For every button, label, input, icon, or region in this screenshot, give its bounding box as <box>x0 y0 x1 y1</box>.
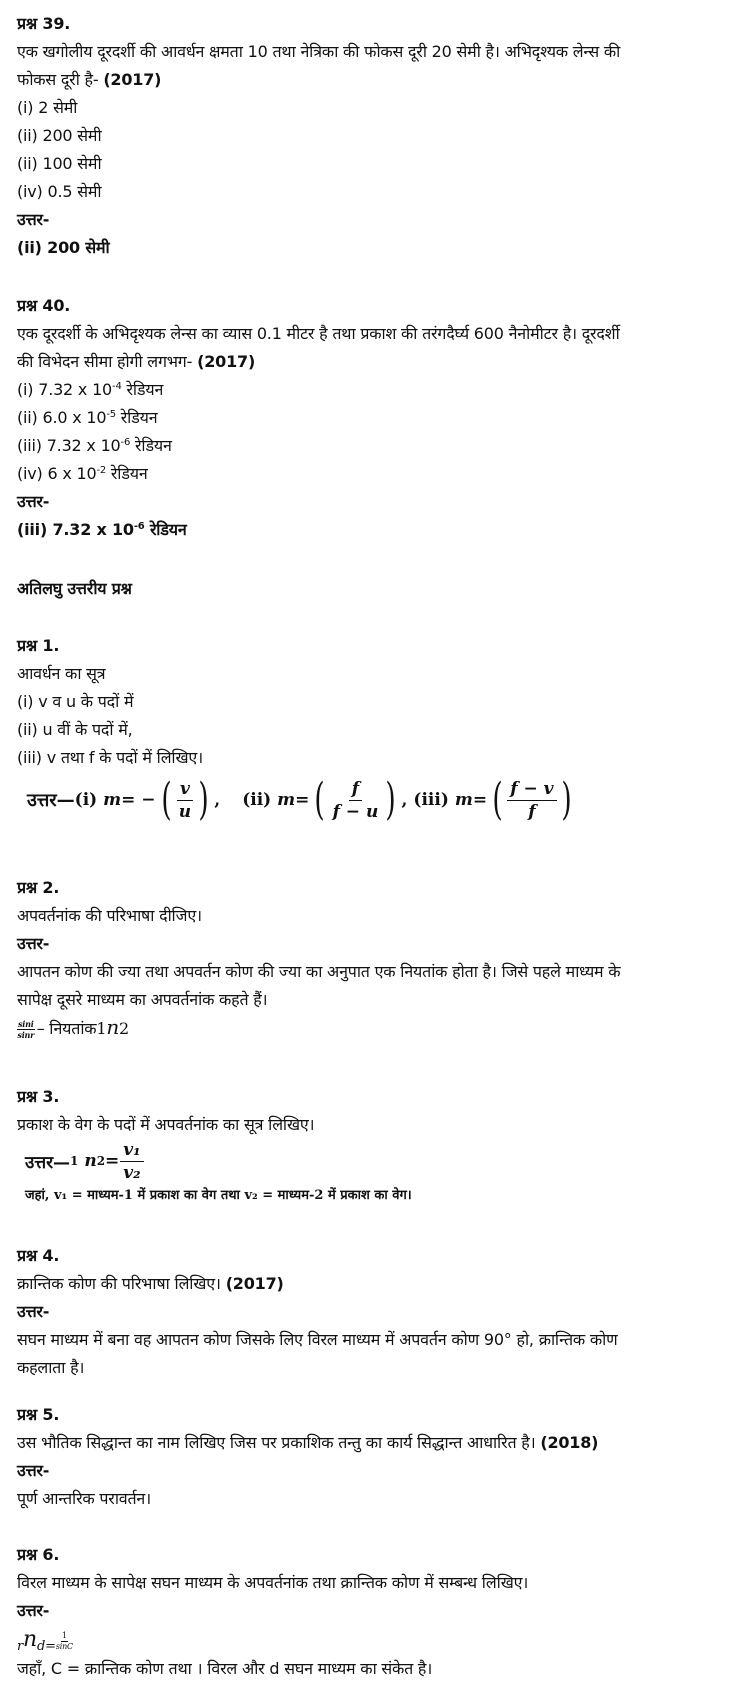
option: (iv) 0.5 सेमी <box>17 182 102 201</box>
formula-label: (ii) <box>242 790 272 810</box>
question-text: की विभेदन सीमा होगी लगभग- <box>17 352 193 371</box>
answer-text-line: आपतन कोण की ज्या तथा अपवर्तन कोण की ज्या का अनुपात एक नियतांक होता है। जिसे पहले माध्यम के <box>17 962 621 981</box>
variable: n <box>23 1627 37 1652</box>
magnification-formula <box>27 770 736 830</box>
option-value: (ii) 6.0 x 10 <box>17 408 107 427</box>
separator: , <box>401 790 408 810</box>
question-40 <box>17 292 727 544</box>
variable: m <box>277 790 296 810</box>
question-label: प्रश्न 1. <box>17 636 60 655</box>
question-text-line: (i) v व u के पदों में <box>17 692 134 711</box>
question-text: फोकस दूरी है- <box>17 70 99 89</box>
question-text: प्रकाश के वेग के पदों में अपवर्तनांक का सूत्र लिखिए। <box>17 1115 315 1134</box>
answer-label: उत्तर- <box>17 1601 50 1620</box>
numerator: f <box>349 779 362 801</box>
answer: (ii) 200 सेमी <box>17 238 110 257</box>
answer-text-line: कहलाता है। <box>17 1358 85 1377</box>
option <box>17 404 727 432</box>
denominator: f <box>528 801 536 822</box>
question-text-line: एक खगोलीय दूरदर्शी की आवर्धन क्षमता 10 तथा नेत्रिका की फोकस दूरी 20 सेमी है। अभिदृश्यक लेन्स की <box>17 42 621 61</box>
option <box>17 376 727 404</box>
question-text-line <box>17 66 727 94</box>
question-text-line: (ii) u वीं के पदों में, <box>17 720 133 739</box>
exponent: -4 <box>112 381 122 392</box>
parenthesized-fraction: ( $\frac{f - v}{f}$ ) <box>492 774 572 825</box>
numerator: sini <box>18 1019 34 1029</box>
question-2 <box>17 874 727 1040</box>
question-label: प्रश्न 4. <box>17 1246 60 1265</box>
denominator: sinC <box>55 1642 73 1651</box>
question-text: उस भौतिक सिद्धान्त का नाम लिखिए जिस पर प्रकाशिक तन्तु का कार्य सिद्धान्त आधारित है। <box>17 1433 536 1452</box>
question-text-line <box>17 1270 727 1298</box>
answer-label: उत्तर- <box>17 210 50 229</box>
question-5 <box>17 1401 727 1513</box>
unit: रेडियन <box>115 408 158 427</box>
exponent: -2 <box>96 465 107 476</box>
answer-text-line: सघन माध्यम में बना वह आपतन कोण जिसके लिए विरल माध्यम में अपवर्तन कोण 90° हो, क्रान्तिक कोण <box>17 1330 618 1349</box>
question-label: प्रश्न 6. <box>17 1545 60 1564</box>
question-text: अपवर्तनांक की परिभाषा दीजिए। <box>17 906 202 925</box>
variable: m <box>103 790 122 810</box>
subscript: d <box>37 1639 46 1654</box>
parenthesized-fraction: ( $\frac{v}{u}$ ) <box>160 774 209 825</box>
question-text: विरल माध्यम के सापेक्ष सघन माध्यम के अपवर्तनांक तथा क्रान्तिक कोण में सम्बन्ध लिखिए। <box>17 1573 529 1592</box>
subscript: 2 <box>96 1154 106 1168</box>
exponent: -5 <box>106 409 116 420</box>
fraction <box>330 779 382 822</box>
critical-angle-formula <box>17 1625 727 1655</box>
refractive-index-formula <box>17 1014 727 1040</box>
option <box>17 460 727 488</box>
operator: = <box>105 1151 120 1171</box>
fraction <box>120 1140 143 1183</box>
question-1 <box>17 632 727 772</box>
year-badge: (2017) <box>197 352 256 371</box>
numerator: f − v <box>507 779 556 801</box>
answer-label: उत्तर- <box>17 934 50 953</box>
unit: रेडियन <box>144 520 187 539</box>
answer-text: पूर्ण आन्तरिक परावर्तन। <box>17 1489 151 1508</box>
answer-label: उत्तर- <box>17 1302 50 1321</box>
answer <box>17 516 727 544</box>
denominator: f − u <box>332 801 379 822</box>
formula-label: (i) <box>74 790 98 810</box>
numerator: 1 <box>61 1631 67 1640</box>
question-6 <box>17 1541 727 1683</box>
denominator: u <box>178 801 192 822</box>
formula-label: (iii) <box>413 790 449 810</box>
option: (i) 2 सेमी <box>17 98 78 117</box>
numerator: v₁ <box>120 1140 143 1162</box>
variable: n <box>106 1015 120 1039</box>
option-value: (i) 7.32 x 10 <box>17 380 113 399</box>
operator: = <box>45 1639 56 1654</box>
section <box>17 575 727 603</box>
unit: रेडियन <box>130 436 172 455</box>
answer-value: (iii) 7.32 x 10 <box>17 520 134 539</box>
formula-note: जहां, v₁ = माध्यम-1 में प्रकाश का वेग तथा v₂ = माध्यम-2 में प्रकाश का वेग। <box>25 1188 412 1203</box>
option-value: (iii) 7.32 x 10 <box>17 436 121 455</box>
question-text-line: आवर्धन का सूत्र <box>17 664 106 683</box>
answer-text-line: सापेक्ष दूसरे माध्यम का अपवर्तनांक कहते हैं। <box>17 990 268 1009</box>
question-4 <box>17 1242 727 1382</box>
option: (ii) 200 सेमी <box>17 126 102 145</box>
exponent: -6 <box>133 521 145 532</box>
numerator: v <box>177 779 193 801</box>
unit: रेडियन <box>121 380 164 399</box>
denominator: v₂ <box>123 1162 141 1183</box>
denominator: sinr <box>17 1030 35 1040</box>
answer-prefix: उत्तर— <box>25 1152 71 1173</box>
question-text: क्रान्तिक कोण की परिभाषा लिखिए। <box>17 1274 221 1293</box>
fraction <box>17 1019 35 1040</box>
parenthesized-fraction: ( $\frac{f}{f - u}$ ) <box>314 774 397 825</box>
subscript: r <box>17 1639 24 1654</box>
option: (ii) 100 सेमी <box>17 154 102 173</box>
answer-label: उत्तर- <box>17 1461 50 1480</box>
question-label: प्रश्न 2. <box>17 878 60 897</box>
question-39 <box>17 10 727 262</box>
question-text-line <box>17 1429 727 1457</box>
velocity-formula <box>25 1138 735 1184</box>
option-value: (iv) 6 x 10 <box>17 464 97 483</box>
question-3 <box>17 1083 727 1139</box>
question-label: प्रश्न 3. <box>17 1087 60 1106</box>
variable: n <box>84 1151 97 1171</box>
fraction <box>507 779 556 822</box>
question-text-line <box>17 348 727 376</box>
exponent: -6 <box>120 437 131 448</box>
year-badge: (2018) <box>540 1433 599 1452</box>
question-label: प्रश्न 39. <box>17 14 71 33</box>
subscript: 1 <box>96 1019 107 1038</box>
year-badge: (2017) <box>103 70 162 89</box>
variable: m <box>454 790 473 810</box>
fraction <box>56 1631 73 1652</box>
operator: = <box>295 790 310 810</box>
fraction <box>176 779 194 822</box>
subscript: 2 <box>119 1019 130 1038</box>
question-label: प्रश्न 40. <box>17 296 71 315</box>
formula-note: जहाँ, C = क्रान्तिक कोण तथा । विरल और d सघन माध्यम का संकेत है। <box>17 1659 433 1678</box>
formula-text: – नियतांक <box>36 1019 97 1038</box>
option <box>17 432 727 460</box>
subscript: 1 <box>70 1154 79 1168</box>
year-badge: (2017) <box>225 1274 284 1293</box>
separator: , <box>214 790 221 810</box>
question-text-line: एक दूरदर्शी के अभिदृश्यक लेन्स का व्यास 0.1 मीटर है तथा प्रकाश की तरंगदैर्घ्य 600 नैनोमीटर है। दूरदर्शी <box>17 324 620 343</box>
question-label: प्रश्न 5. <box>17 1405 60 1424</box>
unit: रेडियन <box>106 464 148 483</box>
operator: = <box>472 790 488 810</box>
answer-label: उत्तर- <box>17 492 50 511</box>
question-text-line: (iii) v तथा f के पदों में लिखिए। <box>17 748 203 767</box>
operator: = − <box>121 790 156 810</box>
section-heading: अतिलघु उत्तरीय प्रश्न <box>17 579 132 598</box>
answer-prefix: उत्तर— <box>27 790 75 811</box>
